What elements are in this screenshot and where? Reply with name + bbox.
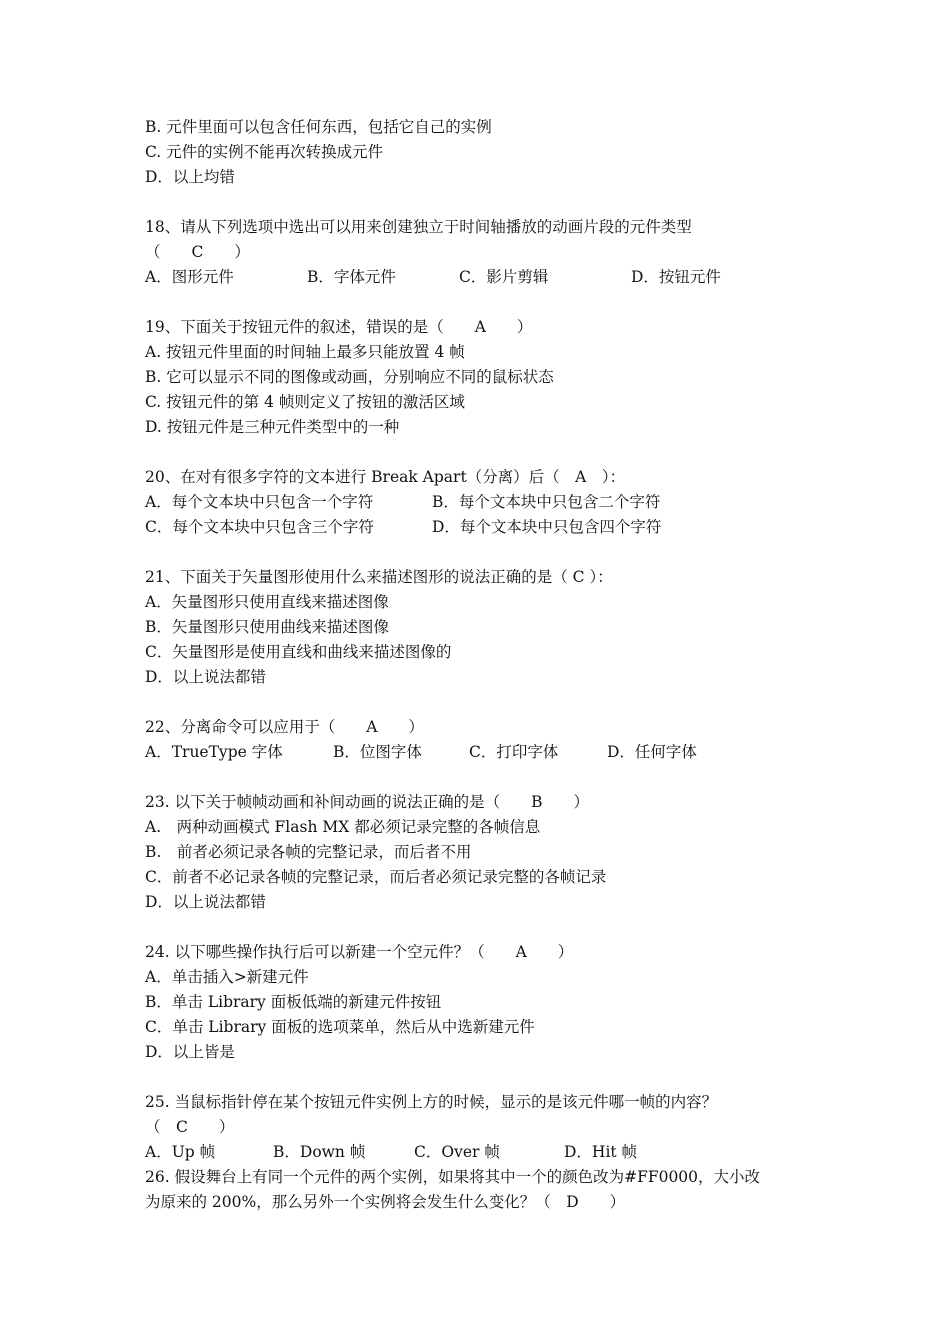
q23-option-b: B. 前者必须记录各帧的完整记录，而后者不用 bbox=[145, 843, 472, 861]
q18-option-c: C．影片剪辑 bbox=[459, 268, 549, 286]
q20-option-d: D．每个文本块中只包含四个字符 bbox=[432, 518, 662, 536]
q17-option-d: D．以上均错 bbox=[145, 168, 235, 186]
q21-option-b: B．矢量图形只使用曲线来描述图像 bbox=[145, 618, 389, 636]
q20-options-row2 bbox=[145, 515, 810, 540]
q22-option-c: C．打印字体 bbox=[469, 743, 559, 761]
q19-option-a: A. 按钮元件里面的时间轴上最多只能放置 4 帧 bbox=[145, 343, 465, 361]
q21-option-a: A．矢量图形只使用直线来描述图像 bbox=[145, 593, 389, 611]
q25-answer: （ C ） bbox=[145, 1118, 235, 1136]
q24-option-b: B．单击 Library 面板低端的新建元件按钮 bbox=[145, 993, 442, 1011]
q20-stem: 20、在对有很多字符的文本进行 Break Apart（分离）后（ A ）： bbox=[145, 468, 626, 486]
q18-options bbox=[145, 265, 810, 290]
q20-option-a: A．每个文本块中只包含一个字符 bbox=[145, 493, 374, 511]
q19-option-d: D. 按钮元件是三种元件类型中的一种 bbox=[145, 418, 400, 436]
q18-stem: 18、请从下列选项中选出可以用来创建独立于时间轴播放的动画片段的元件类型 bbox=[145, 218, 692, 236]
q17-option-c: C. 元件的实例不能再次转换成元件 bbox=[145, 143, 384, 161]
q18-option-a: A．图形元件 bbox=[145, 268, 234, 286]
q25-option-d: D．Hit 帧 bbox=[564, 1143, 638, 1161]
q20-option-b: B．每个文本块中只包含二个字符 bbox=[432, 493, 661, 511]
q25-stem: 25. 当鼠标指针停在某个按钮元件实例上方的时候，显示的是该元件哪一帧的内容？ bbox=[145, 1093, 718, 1111]
q20-options-row1 bbox=[145, 490, 810, 515]
q21-stem: 21、下面关于矢量图形使用什么来描述图形的说法正确的是（ C ）： bbox=[145, 568, 613, 586]
q23-option-d: D．以上说法都错 bbox=[145, 893, 266, 911]
q26-stem-continued: 为原来的 200%，那么另外一个实例将会发生什么变化？（ D ） bbox=[145, 1193, 626, 1211]
q25-option-c: C．Over 帧 bbox=[414, 1143, 500, 1161]
q17-option-b: B. 元件里面可以包含任何东西，包括它自己的实例 bbox=[145, 118, 492, 136]
q20-option-c: C．每个文本块中只包含三个字符 bbox=[145, 518, 374, 536]
q24-option-c: C．单击 Library 面板的选项菜单，然后从中选新建元件 bbox=[145, 1018, 535, 1036]
q23-option-a: A. 两种动画模式 Flash MX 都必须记录完整的各帧信息 bbox=[145, 818, 541, 836]
q22-option-b: B．位图字体 bbox=[333, 743, 422, 761]
q25-options bbox=[145, 1140, 810, 1165]
q22-option-a: A．TrueType 字体 bbox=[145, 743, 283, 761]
q18-option-d: D．按钮元件 bbox=[631, 268, 721, 286]
q25-option-a: A．Up 帧 bbox=[145, 1143, 216, 1161]
q19-option-b: B. 它可以显示不同的图像或动画，分别响应不同的鼠标状态 bbox=[145, 368, 554, 386]
q24-stem: 24. 以下哪些操作执行后可以新建一个空元件？（ A ） bbox=[145, 943, 574, 961]
q18-answer: （ C ） bbox=[145, 243, 250, 261]
exam-page bbox=[145, 115, 810, 1215]
q22-options bbox=[145, 740, 810, 765]
q21-option-d: D．以上说法都错 bbox=[145, 668, 266, 686]
q18-option-b: B．字体元件 bbox=[307, 268, 396, 286]
q21-option-c: C．矢量图形是使用直线和曲线来描述图像的 bbox=[145, 643, 452, 661]
q22-stem: 22、分离命令可以应用于（ A ） bbox=[145, 718, 424, 736]
q24-option-d: D．以上皆是 bbox=[145, 1043, 235, 1061]
q26-stem: 26. 假设舞台上有同一个元件的两个实例，如果将其中一个的颜色改为#FF0000，大小改 bbox=[145, 1168, 761, 1186]
q25-option-b: B．Down 帧 bbox=[273, 1143, 366, 1161]
q23-stem: 23. 以下关于帧帧动画和补间动画的说法正确的是（ B ） bbox=[145, 793, 589, 811]
q24-option-a: A．单击插入>新建元件 bbox=[145, 968, 309, 986]
q22-option-d: D．任何字体 bbox=[607, 743, 697, 761]
q23-option-c: C．前者不必记录各帧的完整记录，而后者必须记录完整的各帧记录 bbox=[145, 868, 607, 886]
q19-option-c: C. 按钮元件的第 4 帧则定义了按钮的激活区域 bbox=[145, 393, 465, 411]
q19-stem: 19、下面关于按钮元件的叙述，错误的是（ A ） bbox=[145, 318, 533, 336]
